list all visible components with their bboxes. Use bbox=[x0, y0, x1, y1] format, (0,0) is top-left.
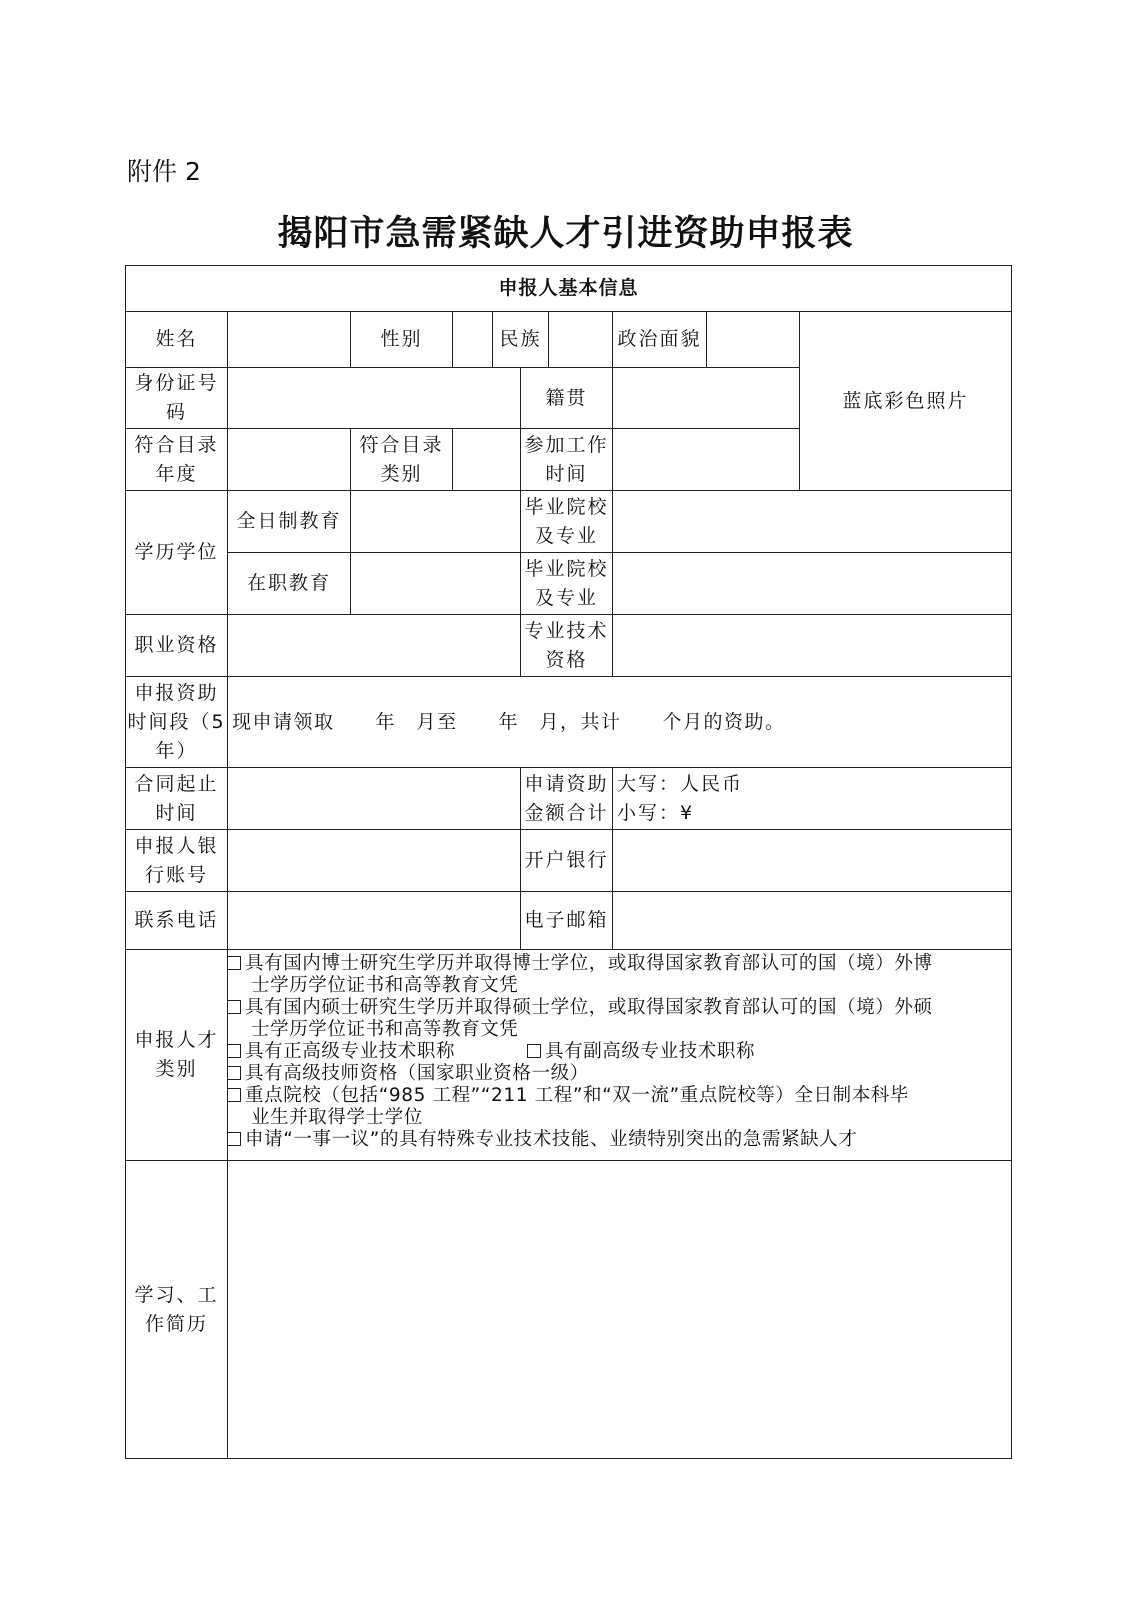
bank-account-label: 申报人银行账号 bbox=[125, 829, 228, 892]
work-start-label: 参加工作时间 bbox=[520, 428, 613, 491]
fulltime-label: 全日制教育 bbox=[227, 490, 351, 553]
ethnicity-label: 民族 bbox=[492, 311, 549, 368]
checkbox-icon[interactable] bbox=[227, 1000, 241, 1014]
talent-option-doctor[interactable]: 具有国内博士研究生学历并取得博士学位，或取得国家教育部认可的国（境）外博 士学历学位证书和高等教育文凭 bbox=[227, 953, 1011, 997]
id-number-label: 身份证号码 bbox=[125, 367, 228, 429]
talent-category-label: 申报人才类别 bbox=[125, 949, 228, 1161]
amount-lower: 小写：¥ bbox=[617, 801, 695, 824]
ethnicity-field[interactable] bbox=[548, 311, 613, 368]
checkbox-icon[interactable] bbox=[227, 1088, 241, 1102]
photo-box[interactable]: 蓝底彩色照片 bbox=[799, 311, 1012, 491]
education-label: 学历学位 bbox=[125, 490, 228, 615]
checkbox-icon[interactable] bbox=[527, 1044, 541, 1058]
vocational-label: 职业资格 bbox=[125, 614, 228, 677]
parttime-school-major-label: 毕业院校及专业 bbox=[520, 552, 613, 615]
phone-field[interactable] bbox=[227, 891, 521, 950]
name-field[interactable] bbox=[227, 311, 351, 368]
amount-upper: 大写：人民币 bbox=[617, 772, 744, 795]
vocational-field[interactable] bbox=[227, 614, 521, 677]
name-label: 姓名 bbox=[125, 311, 228, 368]
professional-title-field[interactable] bbox=[612, 614, 1012, 677]
parttime-school-major-field[interactable] bbox=[612, 552, 1012, 615]
amount-field[interactable] bbox=[612, 767, 1012, 830]
checkbox-icon[interactable] bbox=[227, 956, 241, 970]
professional-title-label: 专业技术资格 bbox=[520, 614, 613, 677]
talent-option-associate-title[interactable]: 具有副高级专业技术职称 bbox=[527, 1041, 755, 1063]
talent-option-key-university[interactable]: 重点院校（包括“985 工程”“211 工程”和“双一流”重点院校等）全日制本科毕 业生并取得学士学位 bbox=[227, 1085, 1011, 1129]
native-place-field[interactable] bbox=[612, 367, 800, 429]
talent-option-special-case[interactable]: 申请“一事一议”的具有特殊专业技术技能、业绩特别突出的急需紧缺人才 bbox=[227, 1129, 1011, 1151]
email-field[interactable] bbox=[612, 891, 1012, 950]
bank-field[interactable] bbox=[612, 829, 1012, 892]
resume-label: 学习、工作简历 bbox=[125, 1160, 228, 1459]
id-number-field[interactable] bbox=[227, 367, 521, 429]
attachment-label: 附件 2 bbox=[127, 157, 201, 186]
talent-option-master[interactable]: 具有国内硕士研究生学历并取得硕士学位，或取得国家教育部认可的国（境）外硕 士学历学位证书和高等教育文凭 bbox=[227, 997, 1011, 1041]
parttime-label: 在职教育 bbox=[227, 552, 351, 615]
catalog-category-field[interactable] bbox=[452, 428, 521, 491]
talent-option-senior-technician[interactable]: 具有高级技师资格（国家职业资格一级） bbox=[227, 1063, 1011, 1085]
parttime-degree-field[interactable] bbox=[350, 552, 521, 615]
native-place-label: 籍贯 bbox=[520, 367, 613, 429]
talent-option-senior-title[interactable]: 具有正高级专业技术职称 bbox=[227, 1041, 527, 1063]
fulltime-school-major-label: 毕业院校及专业 bbox=[520, 490, 613, 553]
bank-account-field[interactable] bbox=[227, 829, 521, 892]
contract-field[interactable] bbox=[227, 767, 521, 830]
email-label: 电子邮箱 bbox=[520, 891, 613, 950]
catalog-year-field[interactable] bbox=[227, 428, 351, 491]
catalog-category-label: 符合目录类别 bbox=[350, 428, 453, 491]
fulltime-school-major-field[interactable] bbox=[612, 490, 1012, 553]
contract-label: 合同起止时间 bbox=[125, 767, 228, 830]
work-start-field[interactable] bbox=[612, 428, 800, 491]
political-status-label: 政治面貌 bbox=[612, 311, 707, 368]
gender-field[interactable] bbox=[452, 311, 493, 368]
bank-label: 开户银行 bbox=[520, 829, 613, 892]
phone-label: 联系电话 bbox=[125, 891, 228, 950]
period-label: 申报资助时间段（5年） bbox=[125, 676, 228, 768]
section-header: 申报人基本信息 bbox=[125, 265, 1012, 312]
political-status-field[interactable] bbox=[706, 311, 800, 368]
talent-options bbox=[227, 953, 1011, 1151]
period-field[interactable]: 现申请领取 年 月至 年 月，共计 个月的资助。 bbox=[227, 676, 1012, 768]
gender-label: 性别 bbox=[350, 311, 453, 368]
resume-field[interactable] bbox=[227, 1160, 1012, 1459]
checkbox-icon[interactable] bbox=[227, 1132, 241, 1146]
checkbox-icon[interactable] bbox=[227, 1044, 241, 1058]
fulltime-degree-field[interactable] bbox=[350, 490, 521, 553]
amount-label: 申请资助金额合计 bbox=[520, 767, 613, 830]
catalog-year-label: 符合目录年度 bbox=[125, 428, 228, 491]
page-title: 揭阳市急需紧缺人才引进资助申报表 bbox=[277, 213, 854, 254]
checkbox-icon[interactable] bbox=[227, 1066, 241, 1080]
